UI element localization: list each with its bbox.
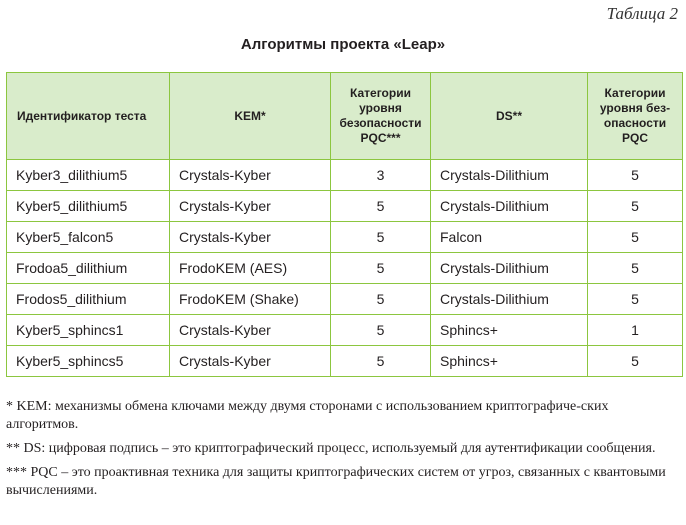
table-number-label: Таблица 2 (606, 4, 678, 23)
table-header-row (7, 73, 683, 160)
table-row (7, 222, 683, 253)
table-row (7, 160, 683, 191)
cell-ds: Crystals-Dilithium (431, 191, 588, 222)
cell-ds-level: 5 (588, 346, 683, 377)
table-row (7, 284, 683, 315)
cell-test-id: Kyber3_dilithium5 (7, 160, 170, 191)
cell-test-id: Kyber5_falcon5 (7, 222, 170, 253)
table-row (7, 253, 683, 284)
table-row (7, 315, 683, 346)
cell-ds: Crystals-Dilithium (431, 160, 588, 191)
cell-kem: Crystals-Kyber (170, 222, 331, 253)
cell-ds-level: 5 (588, 160, 683, 191)
cell-kem-level: 5 (331, 191, 431, 222)
footnote-ds: ** DS: цифровая подпись – это криптографический процесс, используемый для аутентификации сообщения. (6, 441, 656, 456)
cell-ds: Falcon (431, 222, 588, 253)
cell-ds-level: 5 (588, 222, 683, 253)
cell-kem-level: 5 (331, 315, 431, 346)
cell-ds-level: 5 (588, 191, 683, 222)
cell-kem: Crystals-Kyber (170, 160, 331, 191)
header-ds: DS** (431, 73, 588, 160)
cell-kem: Crystals-Kyber (170, 346, 331, 377)
table-title: Алгоритмы проекта «Leap» (240, 36, 446, 53)
cell-kem-level: 5 (331, 253, 431, 284)
cell-kem-level: 5 (331, 346, 431, 377)
cell-kem: Crystals-Kyber (170, 315, 331, 346)
cell-ds: Sphincs+ (431, 315, 588, 346)
header-kem-security-level: Категории уровня безопасности PQC*** (331, 73, 431, 160)
cell-test-id: Frodos5_dilithium (7, 284, 170, 315)
cell-test-id: Kyber5_sphincs1 (7, 315, 170, 346)
cell-ds-level: 1 (588, 315, 683, 346)
cell-ds-level: 5 (588, 253, 683, 284)
header-kem: KEM* (170, 73, 331, 160)
cell-kem: FrodoKEM (AES) (170, 253, 331, 284)
cell-kem: FrodoKEM (Shake) (170, 284, 331, 315)
algorithms-table (6, 72, 683, 377)
cell-ds: Crystals-Dilithium (431, 253, 588, 284)
cell-kem-level: 5 (331, 222, 431, 253)
cell-kem-level: 3 (331, 160, 431, 191)
footnote-pqc: *** PQC – это проактивная техника для защиты криптографических систем от угроз, связанных с квантовыми вычислениями. (6, 465, 666, 498)
cell-ds: Sphincs+ (431, 346, 588, 377)
cell-kem-level: 5 (331, 284, 431, 315)
header-ds-security-level: Категории уровня без-опасности PQC (588, 73, 683, 160)
cell-test-id: Frodoa5_dilithium (7, 253, 170, 284)
cell-ds-level: 5 (588, 284, 683, 315)
cell-ds: Crystals-Dilithium (431, 284, 588, 315)
footnotes (6, 398, 682, 506)
cell-test-id: Kyber5_sphincs5 (7, 346, 170, 377)
table-row (7, 346, 683, 377)
cell-kem: Crystals-Kyber (170, 191, 331, 222)
cell-test-id: Kyber5_dilithium5 (7, 191, 170, 222)
header-test-id: Идентификатор теста (7, 73, 170, 160)
footnote-kem: * KEM: механизмы обмена ключами между двумя сторонами с использованием криптографиче-ских алгоритмов. (6, 399, 609, 432)
table-row (7, 191, 683, 222)
